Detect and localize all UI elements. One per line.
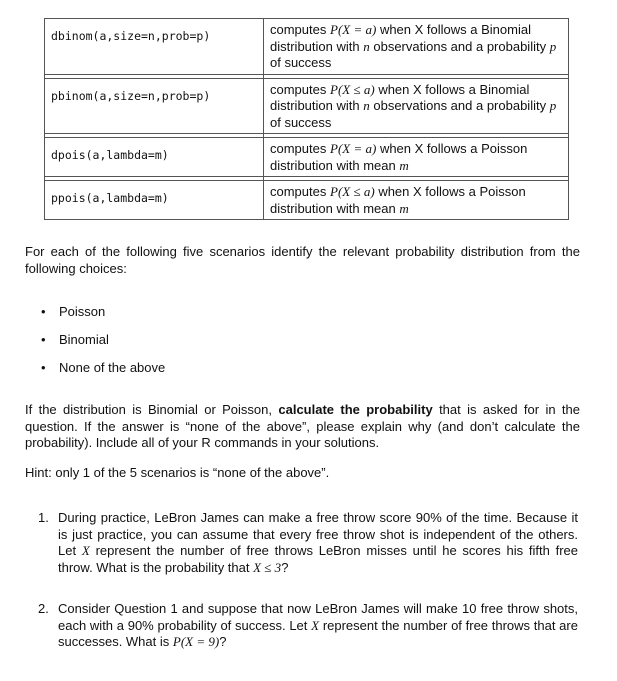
desc-text: computes [270,81,327,97]
r-functions-table [44,18,569,220]
desc-text: computes [270,184,327,199]
math-variable: p [549,38,557,54]
table-row [45,78,569,134]
list-item [37,304,165,332]
choice-label: None of the above [59,360,166,375]
distribution-choices-list [37,304,165,388]
function-description [264,181,569,220]
choice-label: Binomial [59,332,109,347]
instructions-emphasis: calculate the probability [278,402,433,417]
math-expression: P(X ≤ a) [330,184,375,199]
function-call: pbinom(a,size=n,prob=p) [51,88,211,103]
question-number: 1. [38,510,49,525]
math-expression: P(X = a) [330,141,377,156]
math-variable: m [399,157,409,173]
desc-text: observations and a probability [373,98,547,113]
desc-text: when X follows a Binomial distribution with [270,81,530,113]
desc-text: when X follows a Poisson distribution with mean [270,184,526,216]
question-text [58,601,578,651]
question-text [58,510,578,576]
math-variable: n [363,98,370,113]
function-call: dpois(a,lambda=m) [51,148,169,162]
function-call-cell [45,19,264,75]
desc-text: computes [270,22,327,37]
list-item [37,332,165,360]
math-expression: P(X = a) [330,22,377,37]
math-expression: P(X ≤ a) [330,81,375,97]
math-variable: X [81,543,90,558]
function-call: ppois(a,lambda=m) [51,191,169,205]
math-variable: p [549,98,557,113]
instructions-text: that is asked for in the question. If the answer is “none of the above”, please explain why (and don’t calculate the probability). Include all of your R commands in your solutions. [25,402,580,450]
question-text-part: represent the number of free throws that are successes. What is [58,617,578,649]
question-number: 2. [38,601,49,616]
function-call-cell [45,78,264,134]
desc-text: observations and a probability [373,38,547,54]
table-row [45,181,569,220]
function-description [264,78,569,134]
question-text-part: represent the number of free throws LeBron misses until he scores his fifth free throw. What is the probability that [58,543,578,575]
instructions-paragraph [25,402,580,452]
question-text-part: ? [281,559,289,575]
math-expression: P(X = 9) [172,634,220,649]
instructions-text: If the distribution is Binomial or Poisson, [25,402,272,417]
function-call-cell [45,138,264,177]
bullet-icon: • [41,304,46,319]
desc-text: of success [270,114,332,130]
desc-text: when X follows a Poisson distribution with mean [270,141,528,173]
math-variable: n [363,38,370,54]
question-item [38,601,578,651]
math-expression: X ≤ 3 [253,559,282,575]
table-row [45,138,569,177]
list-item [37,360,165,388]
hint-paragraph: Hint: only 1 of the 5 scenarios is “none of the above”. [25,465,330,480]
function-call-cell [45,181,264,220]
intro-paragraph: For each of the following five scenarios identify the relevant probability distribution from the following choices: [25,244,580,276]
question-text-part: ? [219,634,227,649]
question-text-part: Consider Question 1 and suppose that now LeBron James will make 10 free throw shots, each with a 90% probability of success. Let [58,601,578,633]
table-row [45,19,569,75]
function-description [264,138,569,177]
math-variable: m [399,200,409,216]
desc-text: of success [270,55,332,70]
function-call: dbinom(a,size=n,prob=p) [51,29,211,43]
function-description [264,19,569,75]
desc-text: when X follows a Binomial distribution with [270,22,531,54]
choice-label: Poisson [59,304,106,319]
math-variable: X [311,617,320,633]
desc-text: computes [270,141,327,156]
bullet-icon: • [41,360,46,375]
question-item [38,510,578,576]
bullet-icon: • [41,332,46,347]
question-text-part: During practice, LeBron James can make a free throw score 90% of the time. Because it is just practice, you can assume that every free throw shot is independent of the others. Let [58,510,578,558]
